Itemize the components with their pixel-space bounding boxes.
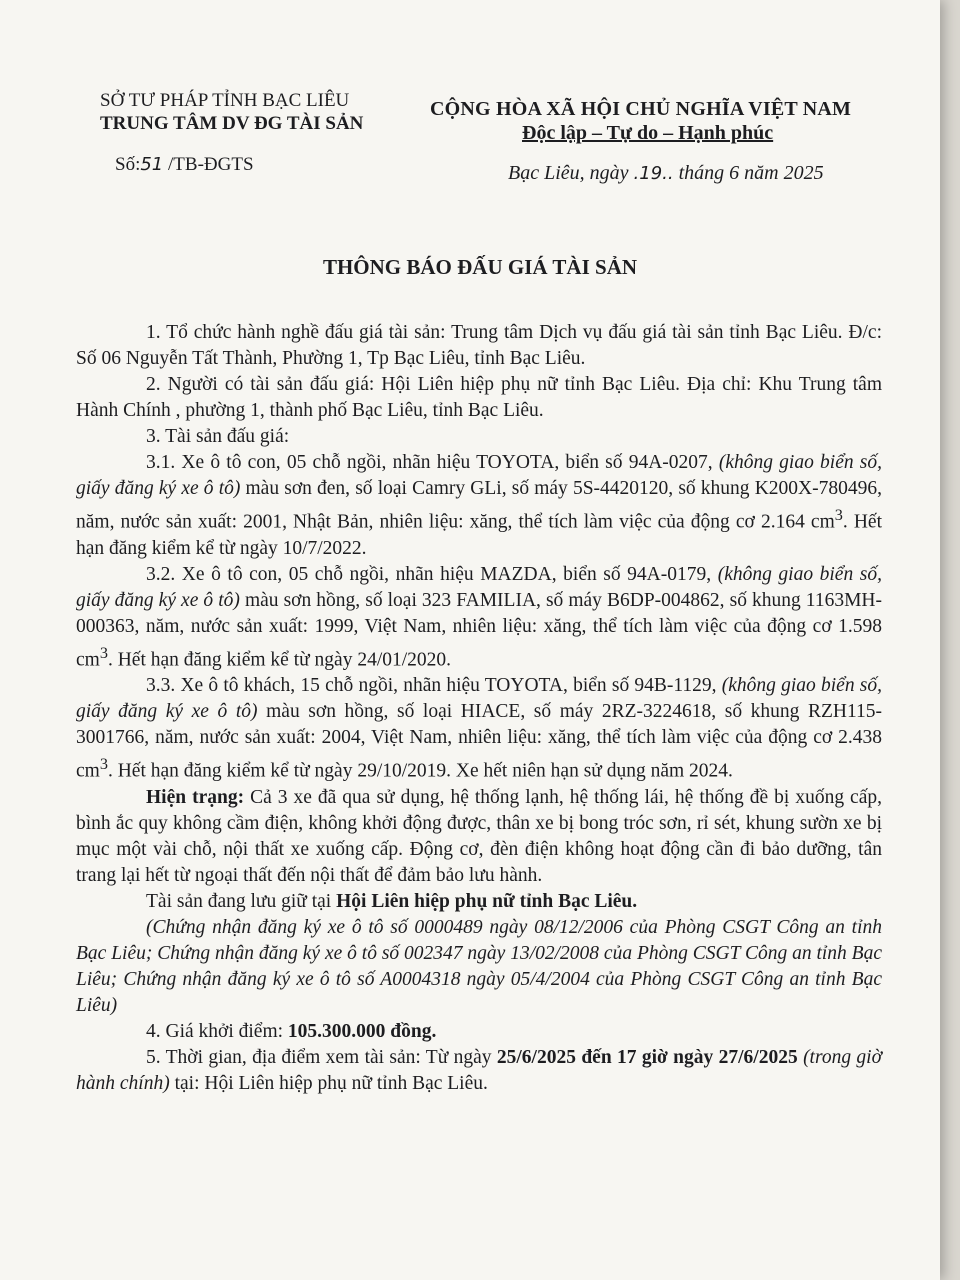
document-number	[115, 154, 254, 176]
storage-prefix: Tài sản đang lưu giữ tại	[146, 890, 337, 912]
asset-3-3	[76, 673, 882, 785]
asset-condition	[76, 785, 882, 889]
date-prefix: Bạc Liêu, ngày	[508, 162, 634, 184]
doc-number-value: 51	[140, 154, 164, 175]
asset-3-2-text: 3.2. Xe ô tô con, 05 chỗ ngồi, nhãn hiệu MAZDA, biển số 94A-0179,	[146, 563, 718, 585]
org-line-1: SỞ TƯ PHÁP TỈNH BẠC LIÊU	[100, 90, 350, 111]
superscript: 3	[99, 755, 108, 773]
asset-3-3-expiry: . Hết hạn đăng kiểm kể từ ngày 29/10/2019. Xe hết niên hạn sử dụng năm 2024.	[107, 760, 733, 782]
org-line-2: TRUNG TÂM DV ĐG TÀI SẢN	[100, 113, 364, 134]
country-name: CỘNG HÒA XÃ HỘI CHỦ NGHĨA VIỆT NAM	[430, 98, 852, 120]
document-title: THÔNG BÁO ĐẤU GIÁ TÀI SẢN	[322, 255, 638, 279]
viewing-time-label: 5. Thời gian, địa điểm xem tài sản: Từ ngày	[146, 1046, 497, 1068]
condition-label: Hiện trạng:	[146, 786, 245, 808]
storage-place: Hội Liên hiệp phụ nữ tỉnh Bạc Liêu.	[336, 890, 638, 912]
viewing-date-range: 25/6/2025 đến 17 giờ ngày 27/6/2025	[496, 1046, 798, 1068]
office-hours-note: (trong giờ hành chính)	[76, 1046, 883, 1094]
superscript: 3	[99, 643, 108, 662]
asset-3-1-note: (không giao biển số, giấy đăng ký xe ô tô)	[76, 452, 883, 499]
asset-3-2-details: màu sơn hồng, số loại 323 FAMILIA, số máy B6DP-004862, số khung 1163MH-000363, năm, nước sản xuất: 1999, Việt Nam, nhiên liệu: xăng, thể tích làm việc của động cơ 1.598 cm	[76, 589, 882, 670]
date-suffix: tháng 6 năm 2025	[673, 162, 824, 184]
asset-3-3-note: (không giao biển số, giấy đăng ký xe ô tô)	[76, 675, 882, 722]
asset-storage	[76, 889, 882, 915]
asset-3-1-text: 3.1. Xe ô tô con, 05 chỗ ngồi, nhãn hiệu TOYOTA, biển số 94A-0207,	[146, 452, 719, 473]
section-1-organization: 1. Tổ chức hành nghề đấu giá tài sản: Trung tâm Dịch vụ đấu giá tài sản tỉnh Bạc Liêu. Đ/c: Số 06 Nguyễn Tất Thành, Phường 1, Tp Bạc Liêu, tỉnh Bạc Liêu.	[76, 322, 882, 369]
section-2-asset-owner: 2. Người có tài sản đấu giá: Hội Liên hiệp phụ nữ tỉnh Bạc Liêu. Địa chỉ: Khu Trung tâm Hành Chính , phường 1, thành phố Bạc Liêu, tỉnh Bạc Liêu.	[76, 374, 882, 421]
asset-3-3-details: màu sơn hồng, số loại HIACE, số máy 2RZ-3224618, số khung RZH115-3001766, năm, nước sản xuất: 2004, Việt Nam, nhiên liệu: xăng, thể tích làm việc của động cơ 2.438 cm	[76, 701, 883, 782]
document-body	[76, 320, 882, 1097]
viewing-location: tại: Hội Liên hiệp phụ nữ tỉnh Bạc Liêu.	[169, 1072, 488, 1094]
asset-3-1	[76, 450, 882, 562]
asset-3-2-note: (không giao biển số, giấy đăng ký xe ô tô)	[76, 563, 882, 611]
section-4-starting-price	[76, 1019, 882, 1045]
starting-price-value: 105.300.000 đồng.	[287, 1020, 437, 1042]
condition-text: Cả 3 xe đã qua sử dụng, hệ thống lạnh, hệ thống lái, hệ thống đề bị xuống cấp, bình ắc quy không cầm điện, không khởi động được, thân xe bị bong tróc sơn, rỉ sét, khung sườn xe bị mục một vài chỗ, nội thất xe xuống cấp. Động cơ, đèn điện không hoạt động cần đi bảo dưỡng, tân trang lại hết từ ngoại thất đến nội thất để đảm bảo lưu hành.	[76, 786, 882, 886]
superscript: 3	[834, 506, 843, 524]
asset-3-2-expiry: . Hết hạn đăng kiểm kể từ ngày 24/01/2020.	[107, 649, 452, 670]
section-5-viewing-time	[76, 1045, 882, 1097]
document-date	[508, 162, 824, 185]
asset-3-1-details: màu sơn đen, số loại Camry GLi, số máy 5S-4420120, số khung K200X-780496, năm, nước sản xuất: 2001, Nhật Bản, nhiên liệu: xăng, thể tích làm việc của động cơ 2.164 cm	[76, 478, 882, 533]
doc-number-prefix: Số:	[115, 154, 141, 175]
starting-price-label: 4. Giá khởi điểm:	[146, 1020, 288, 1042]
asset-3-1-expiry: . Hết hạn đăng kiểm kể từ ngày 10/7/2022.	[76, 511, 882, 559]
section-3-heading: 3. Tài sản đấu giá:	[146, 426, 290, 447]
asset-3-2	[76, 562, 882, 674]
date-day: .19..	[633, 163, 674, 184]
asset-3-3-text: 3.3. Xe ô tô khách, 15 chỗ ngồi, nhãn hiệu TOYOTA, biển số 94B-1129,	[146, 675, 722, 696]
registration-note: (Chứng nhận đăng ký xe ô tô số 0000489 ngày 08/12/2006 của Phòng CSGT Công an tỉnh Bạc Liêu; Chứng nhận đăng ký xe ô tô số 002347 ngày 13/02/2008 của Phòng CSGT Công an tỉnh Bạc Liêu; Chứng nhận đăng ký xe ô tô số A0004318 ngày 05/4/2004 của Phòng CSGT Công an tỉnh Bạc Liêu)	[76, 916, 882, 1016]
national-motto: Độc lập – Tự do – Hạnh phúc	[522, 122, 774, 144]
doc-number-suffix: /TB-ĐGTS	[163, 154, 254, 175]
